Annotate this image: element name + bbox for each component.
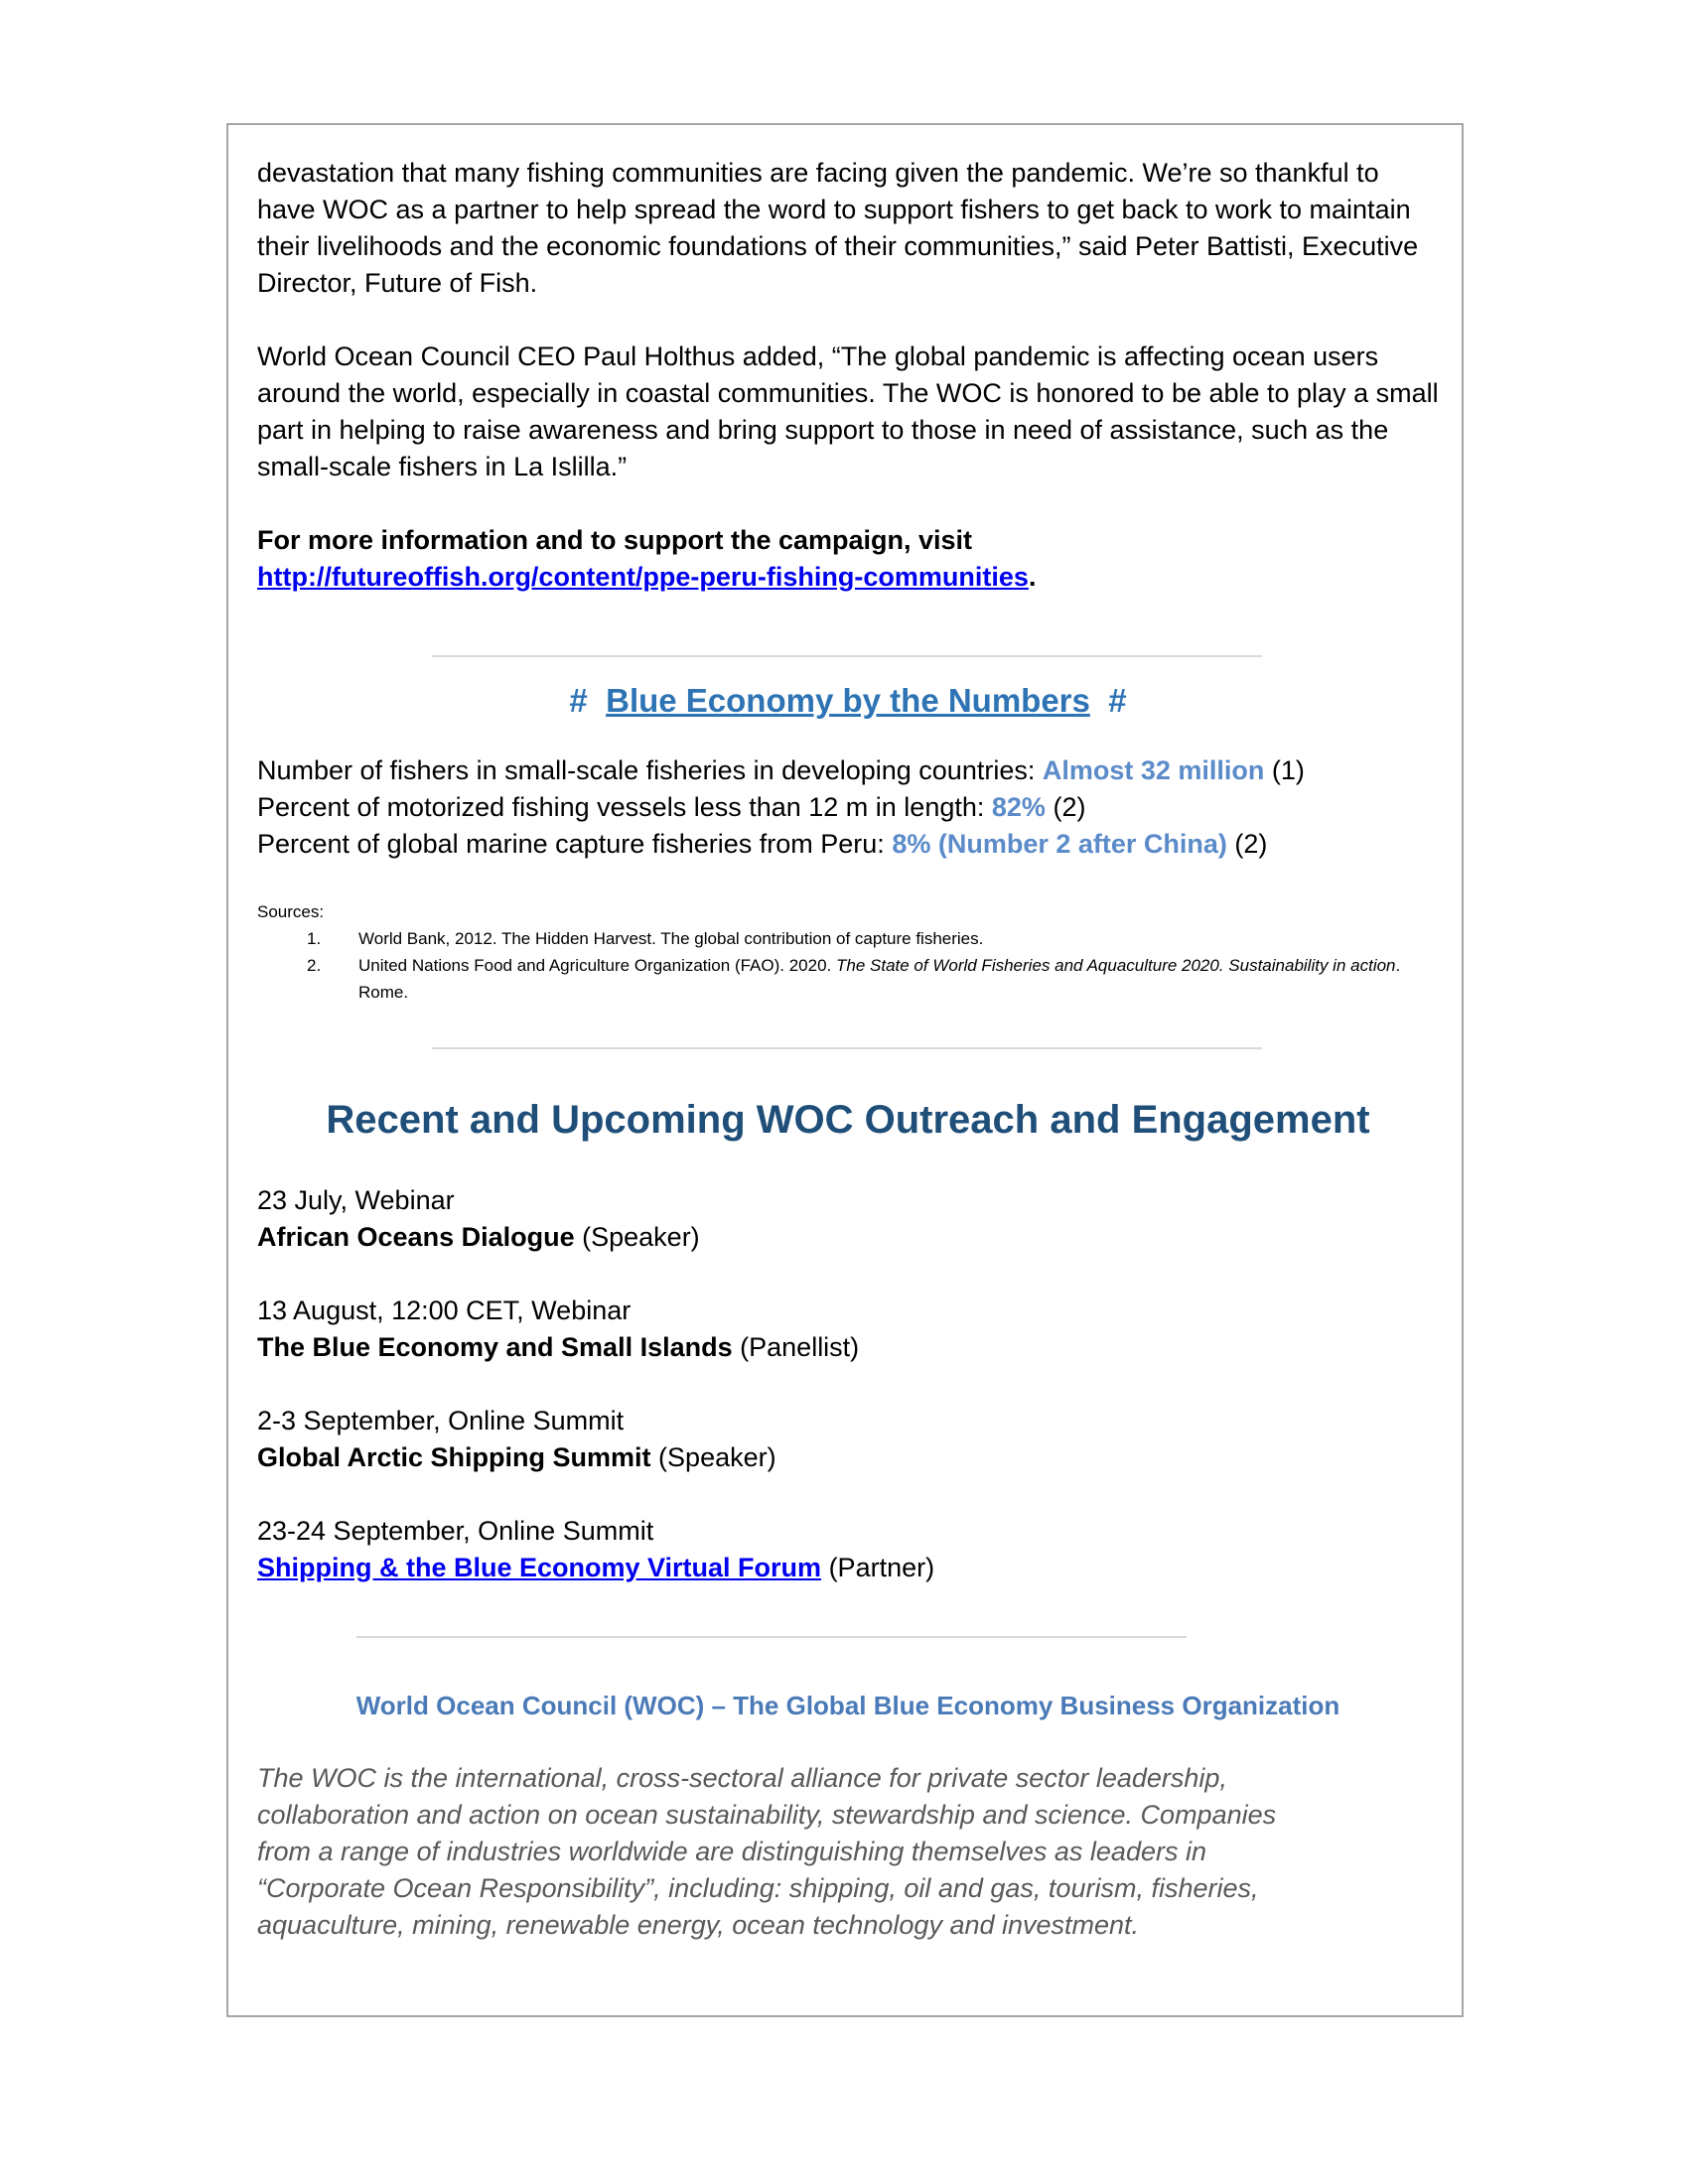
stat-item: Percent of motorized fishing vessels less than 12 m in length: 82% (2) — [257, 792, 1086, 822]
event-name: African Oceans Dialogue — [257, 1222, 575, 1252]
campaign-link[interactable]: http://futureoffish.org/content/ppe-peru-fishing-communities — [257, 562, 1029, 592]
stat-value: Almost 32 million — [1042, 755, 1265, 785]
event-name: Global Arctic Shipping Summit — [257, 1442, 651, 1472]
stats-list — [257, 752, 1439, 863]
event-item — [257, 1293, 1439, 1366]
event-role: (Speaker) — [582, 1222, 700, 1252]
event-name: The Blue Economy and Small Islands — [257, 1332, 733, 1362]
source-item: 2. United Nations Food and Agriculture Organization (FAO). 2020. The State of World Fisheries and Aquaculture 2020. Sustainability in action. Rome. — [307, 956, 1401, 1002]
event-date: 23 July, Webinar — [257, 1185, 455, 1215]
future-of-fish-quote: devastation that many fishing communities are facing given the pandemic. We’re so thankful to have WOC as a partner to help spread the word to support fishers to get back to work to maintain their livelihoods and the economic foundations of their communities,” said Peter Battisti, Executive Director, Future of Fish. — [257, 158, 1419, 298]
event-item — [257, 1403, 1439, 1476]
stat-item: Number of fishers in small-scale fisheries in developing countries: Almost 32 million (1) — [257, 755, 1305, 785]
more-info — [257, 522, 1439, 596]
about-text: The WOC is the international, cross-sectoral alliance for private sector leadership, collaboration and action on ocean sustainability, stewardship and science. Companies from a range of industries worldwide are distinguishing themselves as leaders in “Corporate Ocean Responsibility”, including: shipping, oil and gas, tourism, fisheries, aquaculture, mining, renewable energy, ocean technology and investment. — [257, 1763, 1277, 1940]
more-info-label: For more information and to support the campaign, visit — [257, 525, 973, 555]
stat-value: 8% (Number 2 after China) — [892, 829, 1227, 859]
numbers-heading — [257, 679, 1439, 723]
event-item — [257, 1513, 1439, 1586]
event-role: (Panellist) — [740, 1332, 860, 1362]
hash-right: # — [1108, 682, 1127, 719]
forum-link[interactable]: Shipping & the Blue Economy Virtual Forum — [257, 1553, 822, 1582]
event-role: (Partner) — [828, 1553, 935, 1582]
holthus-quote: World Ocean Council CEO Paul Holthus added, “The global pandemic is affecting ocean users around the world, especially in coastal communities. The WOC is honored to be able to play a small part in helping to raise awareness and bring support to those in need of assistance, such as the small-scale fishers in La Islilla.” — [257, 341, 1439, 481]
sources-label: Sources: — [257, 902, 325, 921]
event-date: 2-3 September, Online Summit — [257, 1406, 625, 1435]
more-info-period: . — [1028, 562, 1037, 592]
document-body — [257, 155, 1439, 1944]
outreach-heading: Recent and Upcoming WOC Outreach and Engagement — [326, 1098, 1370, 1142]
numbers-title: Blue Economy by the Numbers — [606, 682, 1090, 719]
source-item: 1. World Bank, 2012. The Hidden Harvest. The global contribution of capture fisheries. — [307, 929, 984, 948]
event-item — [257, 1182, 1439, 1256]
hash-left: # — [569, 682, 588, 719]
event-date: 13 August, 12:00 CET, Webinar — [257, 1296, 632, 1325]
stat-item: Percent of global marine capture fisheries from Peru: 8% (Number 2 after China) (2) — [257, 829, 1268, 859]
event-date: 23-24 September, Online Summit — [257, 1516, 654, 1546]
about-heading: World Ocean Council (WOC) – The Global Blue Economy Business Organization — [355, 1691, 1340, 1720]
event-list — [257, 1182, 1439, 1586]
stat-value: 82% — [991, 792, 1046, 822]
sources — [257, 898, 1439, 1006]
event-role: (Speaker) — [658, 1442, 776, 1472]
